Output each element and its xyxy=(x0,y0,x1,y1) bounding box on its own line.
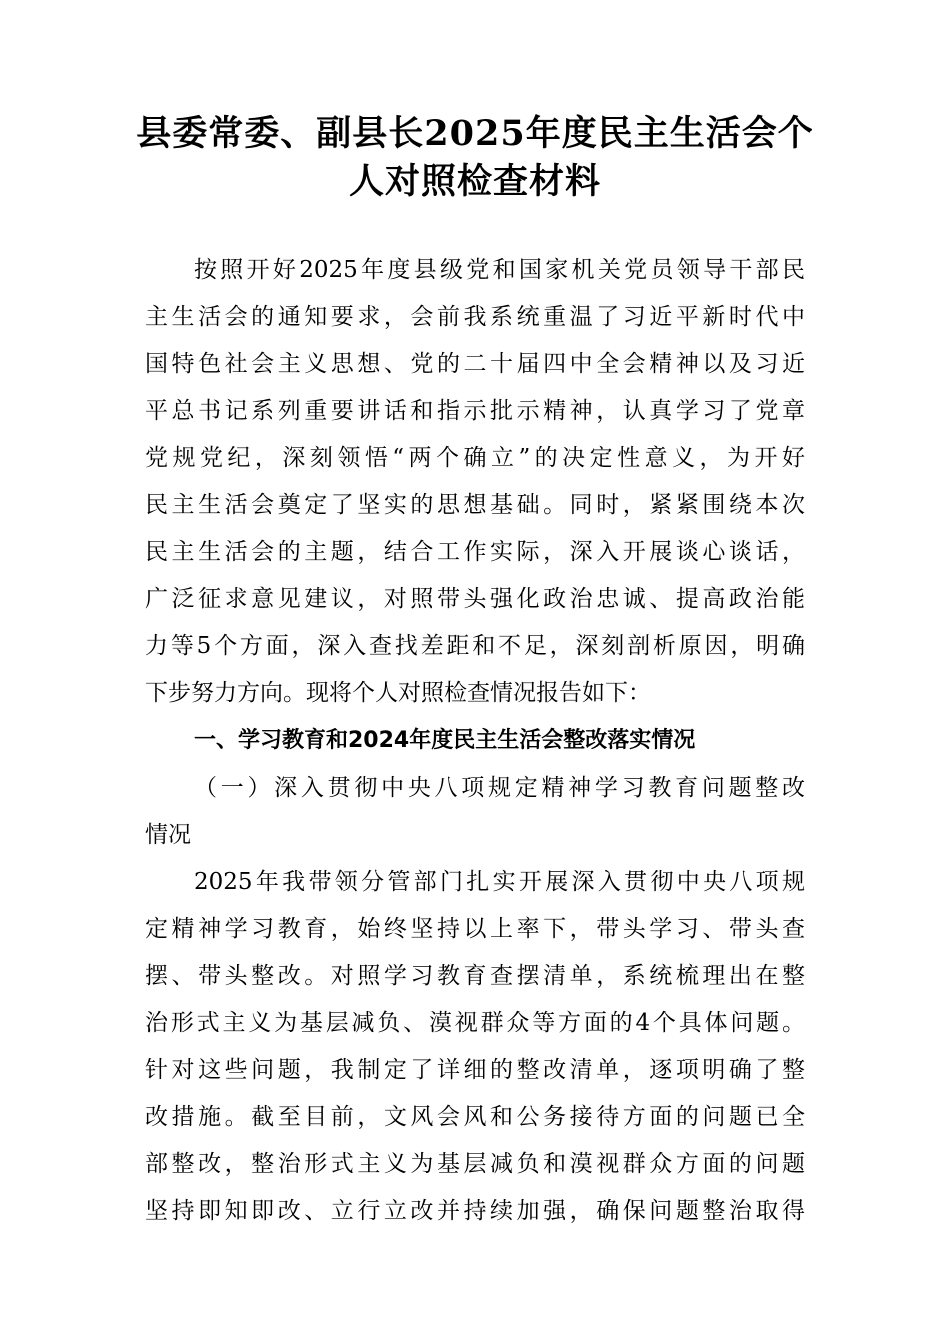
intro-line: 党规党纪，深刻领悟“两个确立”的决定性意义，为开好 xyxy=(145,445,805,471)
intro-line: 广泛征求意见建议，对照带头强化政治忠诚、提高政治能 xyxy=(145,586,805,612)
subsection-heading-line-2: 情况 xyxy=(145,822,191,848)
body-line: 摆、带头整改。对照学习教育查摆清单，系统梳理出在整 xyxy=(145,963,805,989)
intro-line: 平总书记系列重要讲话和指示批示精神，认真学习了党章 xyxy=(145,398,805,424)
intro-line: 主生活会的通知要求，会前我系统重温了习近平新时代中 xyxy=(145,304,805,330)
intro-line: 民主生活会的主题，结合工作实际，深入开展谈心谈话， xyxy=(145,539,805,565)
subsection-heading-line-1: （一）深入贯彻中央八项规定精神学习教育问题整改 xyxy=(194,775,805,801)
body-line: 坚持即知即改、立行立改并持续加强，确保问题整治取得 xyxy=(145,1198,805,1224)
intro-line: 国特色社会主义思想、党的二十届四中全会精神以及习近 xyxy=(145,351,805,377)
body-line: 定精神学习教育，始终坚持以上率下，带头学习、带头查 xyxy=(145,916,805,942)
document-title-line-2: 人对照检查材料 xyxy=(348,161,601,202)
body-line: 针对这些问题，我制定了详细的整改清单，逐项明确了整 xyxy=(145,1057,805,1083)
intro-line: 按照开好2025年度县级党和国家机关党员领导干部民 xyxy=(194,257,805,283)
document-title-line-1: 县委常委、副县长2025年度民主生活会个 xyxy=(136,113,814,154)
body-line: 治形式主义为基层减负、漠视群众等方面的4个具体问题。 xyxy=(145,1010,805,1036)
body-line: 部整改，整治形式主义为基层减负和漠视群众方面的问题 xyxy=(145,1151,805,1177)
intro-line: 下步努力方向。现将个人对照检查情况报告如下： xyxy=(145,680,651,706)
section-heading: 一、学习教育和2024年度民主生活会整改落实情况 xyxy=(194,728,696,753)
intro-line: 力等5个方面，深入查找差距和不足，深刻剖析原因，明确 xyxy=(145,633,805,659)
intro-line: 民主生活会奠定了坚实的思想基础。同时，紧紧围绕本次 xyxy=(145,492,805,518)
body-line: 改措施。截至目前，文风会风和公务接待方面的问题已全 xyxy=(145,1104,805,1130)
body-line: 2025年我带领分管部门扎实开展深入贯彻中央八项规 xyxy=(194,869,805,895)
